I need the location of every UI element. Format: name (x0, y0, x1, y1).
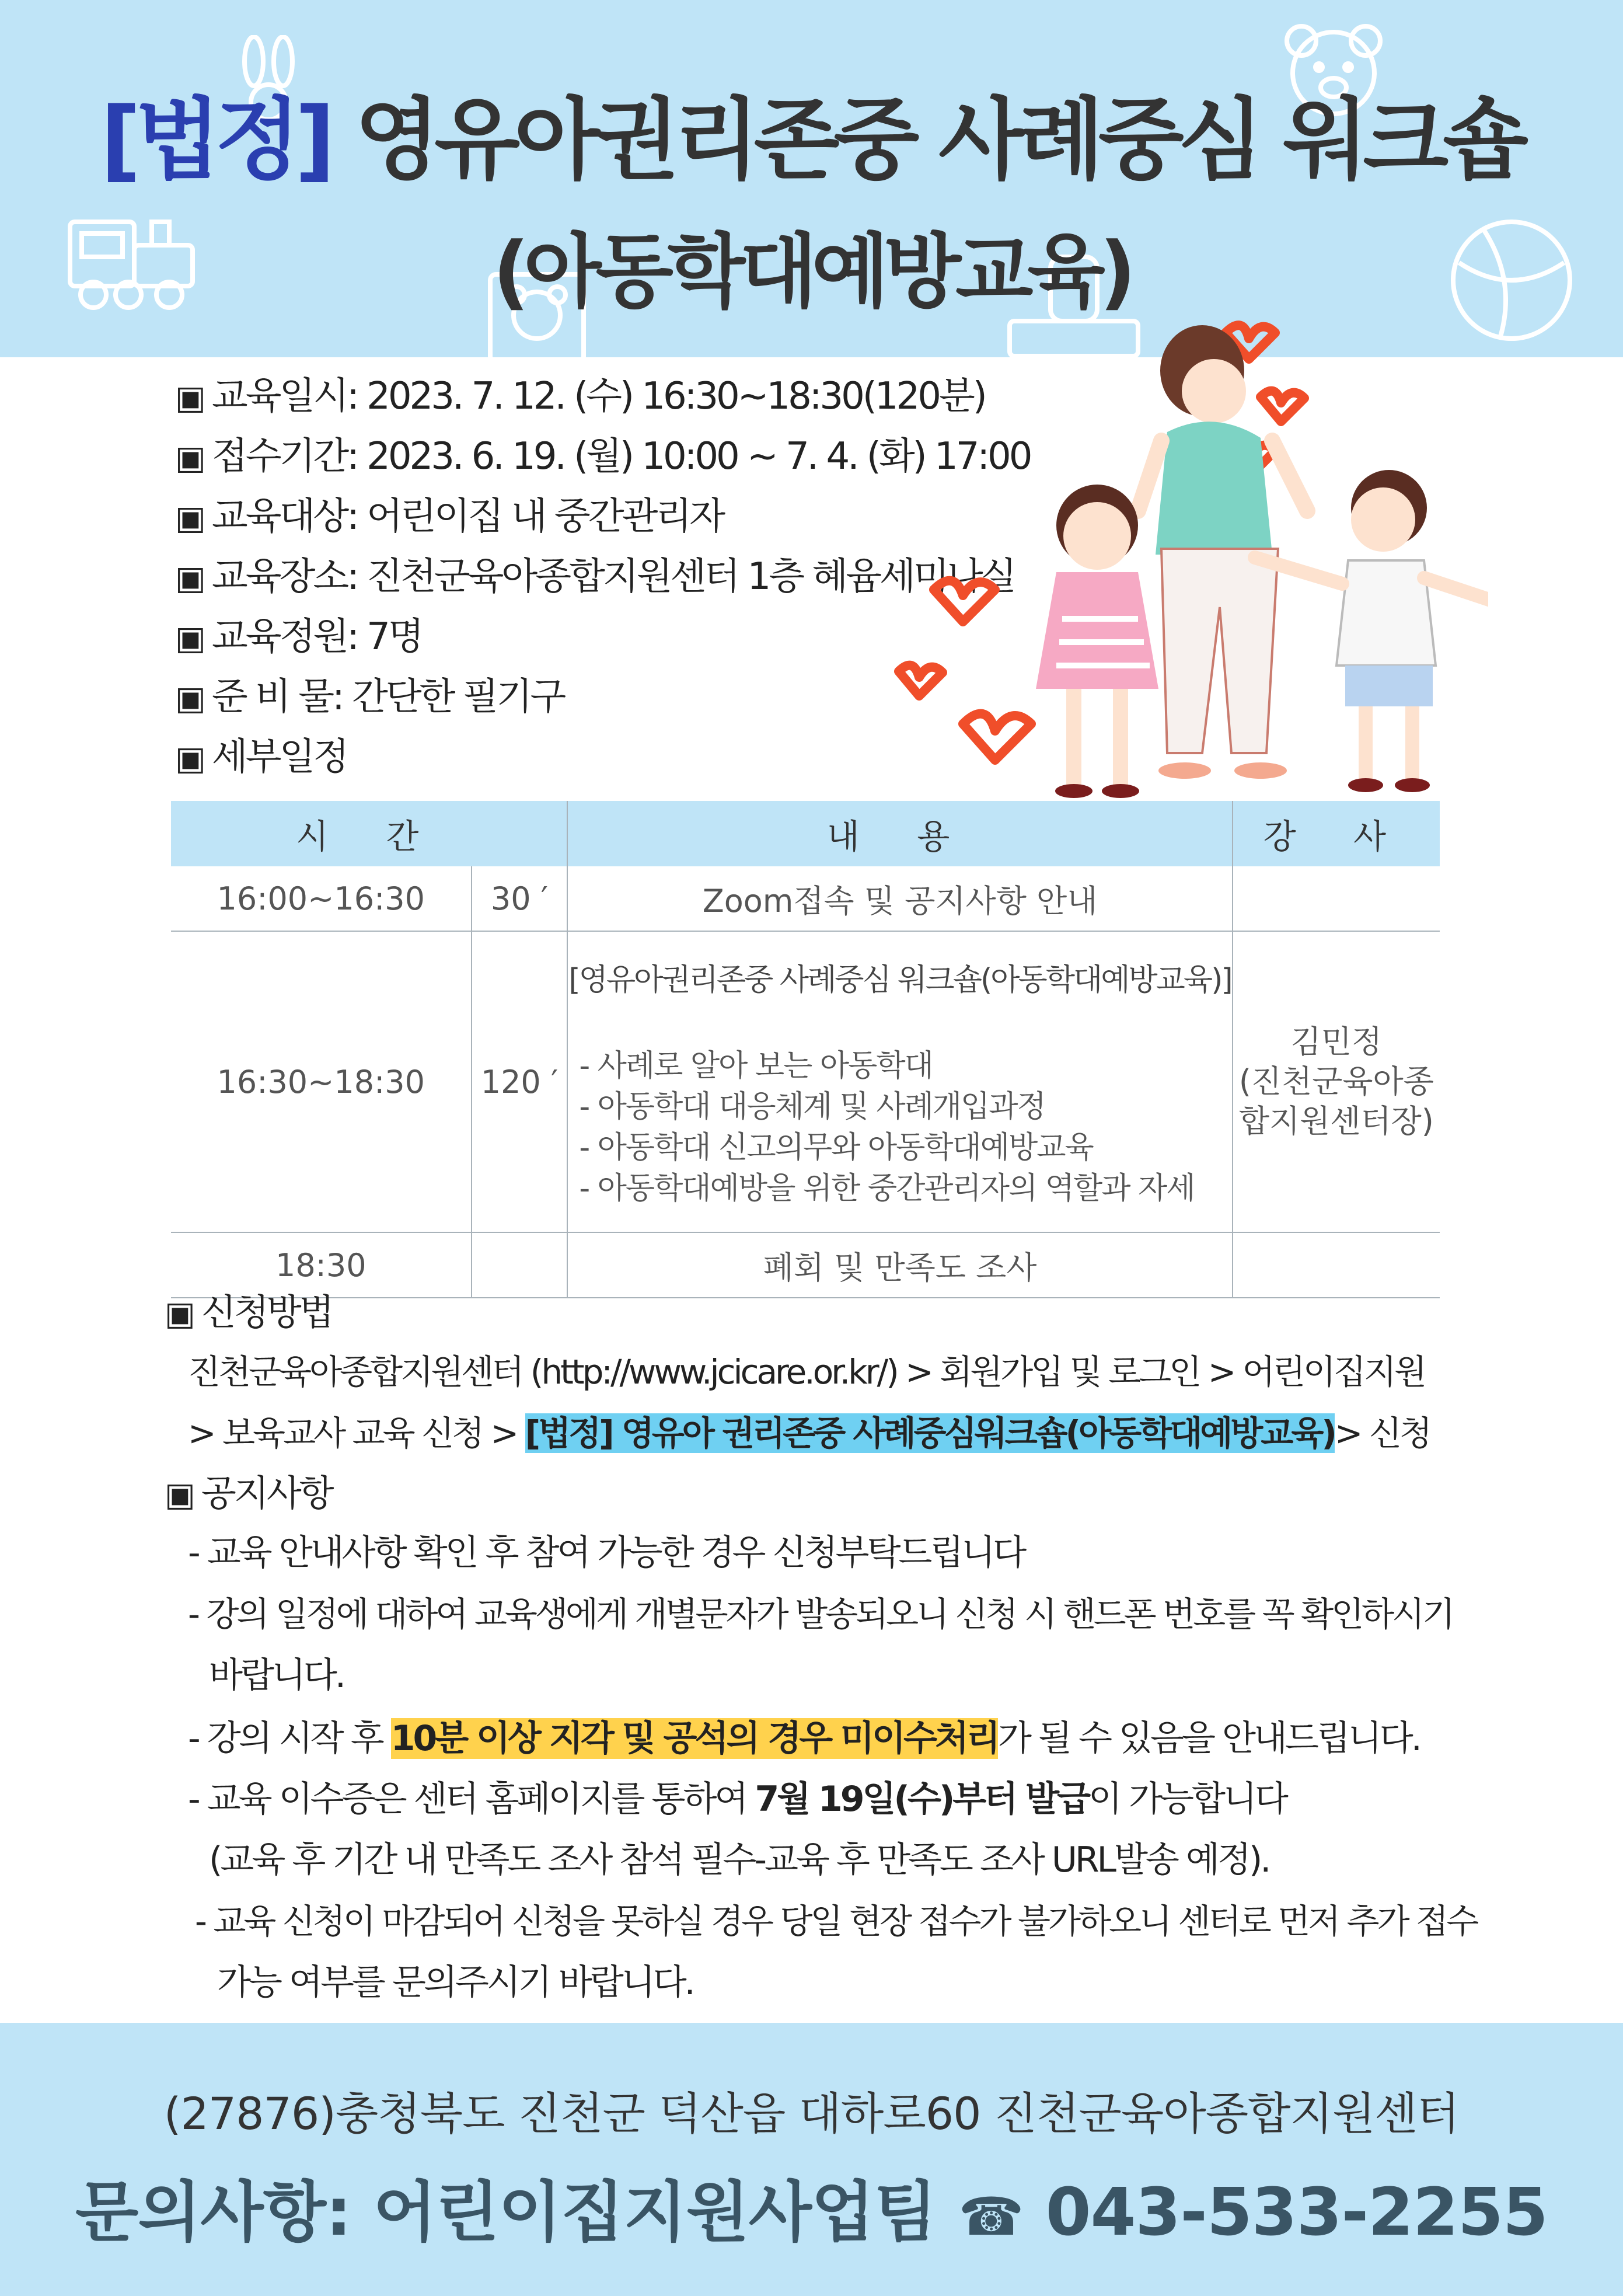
cell-content (567, 931, 1232, 1232)
cell-instructor (1233, 866, 1440, 931)
bullet-icon: ▣ (175, 680, 204, 717)
bullet-icon: ▣ (175, 619, 204, 657)
info-target: ▣ 교육대상: 어린이집 내 중간관리자 (175, 495, 724, 538)
bullet-icon: ▣ (175, 379, 204, 417)
info-date: ▣ 교육일시: 2023. 7. 12. (수) 16:30~18:30(120분) (175, 375, 985, 418)
cell-duration: 30 ′ (472, 866, 568, 931)
footer-address: (27876)충청북도 진천군 덕산읍 대하로60 진천군육아종합지원센터 (163, 2088, 1460, 2140)
apply-section-title: ▣ 신청방법 (165, 1291, 332, 1333)
bullet-icon: ▣ (175, 740, 204, 778)
info-capacity: ▣ 교육정원: 7명 (175, 615, 422, 659)
notice-line: - 교육 이수증은 센터 홈페이지를 통하여 7월 19일(수)부터 발급이 가능합니다 (188, 1779, 1286, 1820)
apply-line-1: 진천군육아종합지원센터 (http://www.jcicare.or.kr/) > 회원가입 및 로그인 > 어린이집지원 (188, 1352, 1425, 1392)
notice-line: - 교육 신청이 마감되어 신청을 못하실 경우 당일 현장 접수가 불가하오니 센터로 먼저 추가 접수 (195, 1901, 1477, 1941)
cell-time: 18:30 (171, 1232, 472, 1298)
cell-time: 16:30~18:30 (171, 931, 472, 1232)
phone-number[interactable]: 043-533-2255 (1045, 2175, 1548, 2250)
list-item: - 아동학대 대응체계 및 사례개입과정 (579, 1089, 1045, 1124)
cell-instructor (1233, 1232, 1440, 1298)
notice-line: - 강의 일정에 대하여 교육생에게 개별문자가 발송되오니 신청 시 핸드폰 번호를 꼭 확인하시기 (188, 1594, 1453, 1634)
bullet-icon: ▣ (175, 499, 204, 537)
info-location: ▣ 교육장소: 진천군육아종합지원센터 1층 혜윰세미나실 (175, 555, 1015, 598)
apply-line-2: > 보육교사 교육 신청 > [법정] 영유아 권리존중 사례중심워크숍(아동학대예방교육)> 신청 (188, 1413, 1430, 1453)
footer-contact: 문의사항: 어린이집지원사업팀 ☎ 043-533-2255 (75, 2175, 1548, 2250)
header-instructor: 강 사 (1233, 801, 1440, 866)
table-row (171, 1232, 1440, 1298)
title-main: 영유아권리존중 사례중심 워크숍 (329, 88, 1523, 191)
phone-icon: ☎ (958, 2186, 1024, 2248)
bullet-icon: ▣ (175, 559, 204, 597)
cell-instructor: 김민정 (진천군육아종 합지원센터장) (1233, 931, 1440, 1232)
cell-duration (472, 1232, 568, 1298)
bullet-icon: ▣ (165, 1295, 193, 1333)
notice-line: (교육 후 기간 내 만족도 조사 참석 필수-교육 후 만족도 조사 URL발송 예정). (209, 1839, 1269, 1880)
notice-line: 가능 여부를 문의주시기 바랍니다. (217, 1962, 693, 2003)
content-list (568, 1046, 1231, 1209)
list-item: - 사례로 알아 보는 아동학대 (579, 1048, 933, 1083)
info-schedule-label: ▣ 세부일정 (175, 736, 347, 779)
page-title (0, 69, 1623, 196)
late-warning-highlight: 10분 이상 지각 및 공석의 경우 미이수처리 (390, 1718, 998, 1759)
cell-duration: 120 ′ (472, 931, 568, 1232)
list-item: - 아동학대예방을 위한 중간관리자의 역할과 자세 (579, 1170, 1195, 1206)
table-header-row (171, 801, 1440, 866)
info-materials: ▣ 준 비 물: 간단한 필기구 (175, 675, 564, 719)
table-row (171, 931, 1440, 1232)
header-content: 내 용 (567, 801, 1232, 866)
bullet-icon: ▣ (175, 439, 204, 477)
notice-line: - 교육 안내사항 확인 후 참여 가능한 경우 신청부탁드립니다 (188, 1532, 1025, 1573)
course-link[interactable]: [법정] 영유아 권리존중 사례중심워크숍(아동학대예방교육) (525, 1413, 1335, 1453)
girl-figure (1036, 485, 1158, 798)
table-row (171, 866, 1440, 931)
cell-content: 폐회 및 만족도 조사 (567, 1232, 1232, 1298)
cell-time: 16:00~16:30 (171, 866, 472, 931)
boy-figure (1255, 470, 1488, 792)
notice-line: - 강의 시작 후 10분 이상 지각 및 공석의 경우 미이수처리가 될 수 있음을 안내드립니다. (188, 1718, 1420, 1759)
page-subtitle: (아동학대예방교육) (493, 225, 1130, 319)
notice-line: 바랍니다. (209, 1655, 344, 1696)
content-title: [영유아권리존중 사례중심 워크숍(아동학대예방교육)] (568, 962, 1231, 998)
header-time: 시 간 (171, 801, 567, 866)
info-registration: ▣ 접수기간: 2023. 6. 19. (월) 10:00 ~ 7. 4. (화) 17:00 (175, 435, 1031, 478)
title-tag: [법정] (100, 88, 330, 191)
list-item: - 아동학대 신고의무와 아동학대예방교육 (579, 1130, 1093, 1165)
bullet-icon: ▣ (165, 1476, 193, 1514)
notice-section-title: ▣ 공지사항 (165, 1472, 332, 1514)
footer (0, 2023, 1623, 2296)
cell-content: Zoom접속 및 공지사항 안내 (567, 866, 1232, 931)
header-banner (0, 0, 1623, 357)
family-illustration (887, 315, 1488, 817)
schedule-table (171, 801, 1440, 1298)
